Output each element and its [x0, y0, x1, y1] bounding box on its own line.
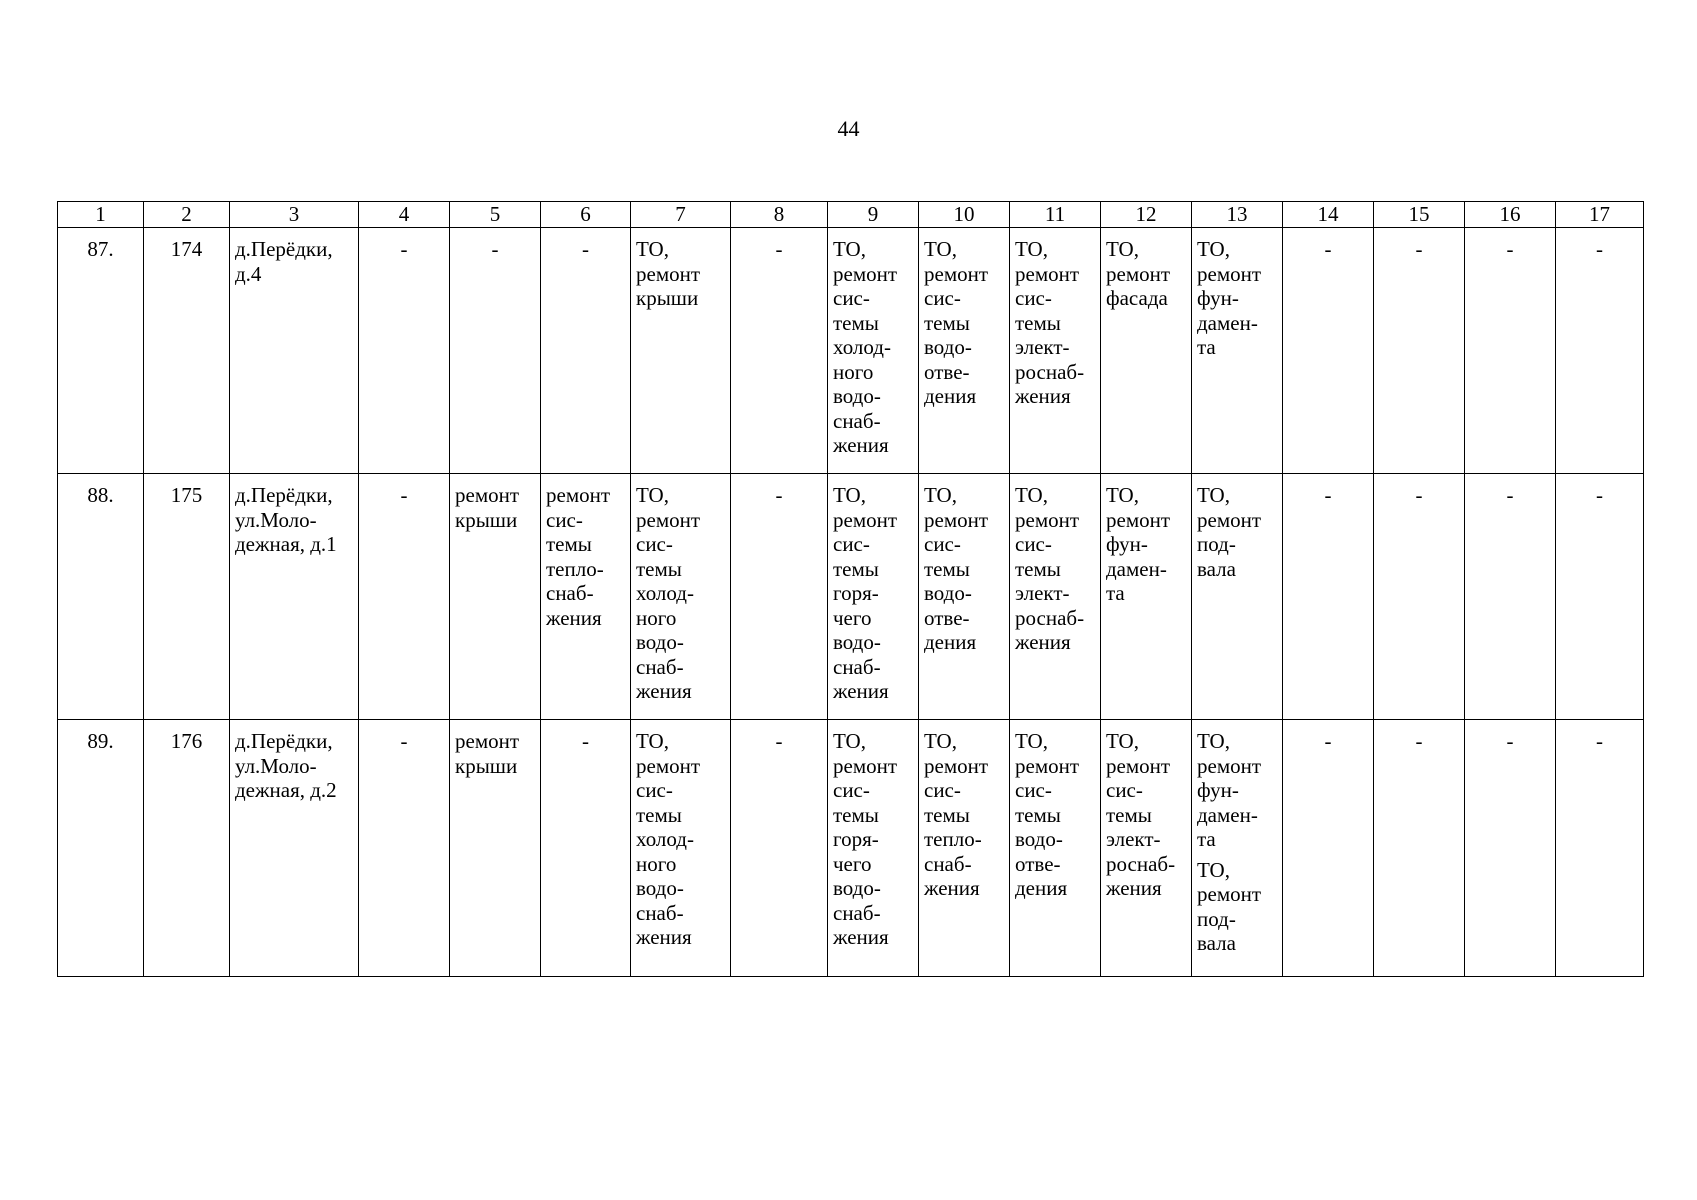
- cell-line: темы: [1015, 556, 1061, 581]
- cell-line: ТО,: [1197, 237, 1230, 261]
- empty-cell: -: [1283, 474, 1374, 720]
- cell-line: ремонт: [1106, 507, 1171, 532]
- page-number: 44: [837, 116, 860, 141]
- cell-line: водо-: [636, 876, 684, 900]
- cell-line: ремонт: [1197, 261, 1262, 286]
- table-body: [58, 228, 1644, 977]
- empty-cell: -: [1556, 720, 1644, 977]
- cell-line: темы: [833, 310, 879, 335]
- column-header: 9: [828, 202, 919, 228]
- work-entry: [636, 729, 727, 950]
- cell-line: ул.Моло-: [235, 507, 317, 532]
- work-cell: [1101, 474, 1192, 720]
- cell-line: дамен-: [1197, 310, 1258, 335]
- work-cell: [1010, 474, 1101, 720]
- work-cell: [919, 720, 1010, 977]
- cell-line: ного: [636, 605, 677, 630]
- cell-line: сис-: [636, 778, 673, 802]
- cell-line: снаб-: [546, 581, 594, 605]
- cell-line: темы: [1106, 802, 1152, 827]
- cell-line: д.4: [235, 261, 262, 286]
- work-cell: [1010, 228, 1101, 474]
- work-cell: [450, 474, 541, 720]
- empty-cell: -: [1374, 720, 1465, 977]
- cell-line: ТО,: [1197, 857, 1230, 882]
- cell-line: холод-: [833, 335, 891, 359]
- work-cell: [631, 474, 731, 720]
- cell-line: крыши: [455, 753, 518, 778]
- cell-line: ремонт: [455, 483, 520, 507]
- cell-line: ремонт: [1015, 261, 1080, 286]
- column-number-row: [58, 202, 1644, 228]
- cell-line: чего: [833, 851, 872, 876]
- cell-line: ТО,: [636, 483, 669, 507]
- column-header: 12: [1101, 202, 1192, 228]
- cell-line: водо-: [924, 581, 972, 605]
- work-entry: [833, 729, 915, 950]
- cell-line: ремонт: [833, 261, 898, 286]
- empty-cell: -: [1556, 228, 1644, 474]
- column-header: 10: [919, 202, 1010, 228]
- cell-line: жения: [636, 679, 692, 703]
- cell-line: отве-: [924, 359, 970, 384]
- cell-line: сис-: [833, 532, 870, 556]
- cell-line: снаб-: [833, 408, 881, 433]
- column-header: 13: [1192, 202, 1283, 228]
- cell-line: ТО,: [636, 237, 669, 261]
- cell-line: сис-: [636, 532, 673, 556]
- cell-line: ремонт: [833, 507, 898, 532]
- address-cell: [230, 720, 359, 977]
- empty-cell: -: [359, 474, 450, 720]
- cell-line: роснаб-: [1015, 605, 1085, 630]
- work-cell: [1010, 720, 1101, 977]
- empty-cell: -: [731, 228, 828, 474]
- cell-line: ремонт: [636, 507, 701, 532]
- cell-line: чего: [833, 605, 872, 630]
- cell-line: тепло-: [546, 556, 604, 581]
- empty-cell: -: [541, 720, 631, 977]
- cell-line: жения: [924, 876, 980, 900]
- cell-line: д.Перёдки,: [235, 729, 333, 753]
- column-header: 2: [144, 202, 230, 228]
- cell-line: сис-: [924, 532, 961, 556]
- work-entry: [1015, 483, 1097, 655]
- cell-line: ремонт: [924, 753, 989, 778]
- cell-line: холод-: [636, 827, 694, 851]
- cell-line: темы: [833, 556, 879, 581]
- work-entry: [1197, 729, 1279, 852]
- building-id-cell: 176: [144, 720, 230, 977]
- cell-line: сис-: [1015, 532, 1052, 556]
- work-entry: [636, 483, 727, 704]
- work-entry: [833, 237, 915, 458]
- empty-cell: -: [1374, 228, 1465, 474]
- cell-line: жения: [636, 925, 692, 949]
- empty-cell: -: [541, 228, 631, 474]
- work-cell: [828, 474, 919, 720]
- row-number-cell: 87.: [58, 228, 144, 474]
- cell-line: жения: [546, 605, 602, 630]
- cell-line: ТО,: [1106, 237, 1139, 261]
- empty-cell: -: [1465, 228, 1556, 474]
- cell-line: дамен-: [1106, 556, 1167, 581]
- cell-line: ТО,: [924, 729, 957, 753]
- cell-line: ТО,: [1106, 729, 1139, 753]
- cell-line: жения: [833, 925, 889, 949]
- column-header: 1: [58, 202, 144, 228]
- cell-line: фун-: [1106, 532, 1148, 556]
- cell-line: ремонт: [924, 261, 989, 286]
- cell-line: ремонт: [636, 753, 701, 778]
- cell-line: ТО,: [1015, 729, 1048, 753]
- cell-line: дения: [1015, 876, 1068, 900]
- cell-line: ремонт: [1015, 507, 1080, 532]
- cell-line: ремонт: [455, 729, 520, 753]
- repair-schedule-table: [57, 201, 1644, 977]
- cell-line: ремонт: [924, 507, 989, 532]
- cell-line: темы: [1015, 310, 1061, 335]
- cell-line: снаб-: [636, 654, 684, 679]
- work-cell: [1101, 720, 1192, 977]
- empty-cell: -: [1556, 474, 1644, 720]
- work-entry: [1015, 729, 1097, 901]
- cell-line: дежная, д.2: [235, 778, 337, 802]
- cell-line: жения: [1106, 876, 1162, 900]
- column-header: 4: [359, 202, 450, 228]
- address-cell: [230, 474, 359, 720]
- cell-line: фун-: [1197, 778, 1239, 802]
- empty-cell: -: [359, 720, 450, 977]
- cell-line: та: [1197, 827, 1216, 851]
- cell-line: сис-: [833, 286, 870, 310]
- building-id-cell: 174: [144, 228, 230, 474]
- cell-line: ТО,: [1015, 483, 1048, 507]
- cell-line: темы: [636, 802, 682, 827]
- work-entry: [1197, 237, 1279, 360]
- column-header: 5: [450, 202, 541, 228]
- cell-line: дения: [924, 630, 977, 654]
- cell-line: ремонт: [1197, 753, 1262, 778]
- cell-line: ТО,: [833, 729, 866, 753]
- empty-cell: -: [1283, 228, 1374, 474]
- table-row: [58, 474, 1644, 720]
- work-entry: [924, 483, 1006, 655]
- work-entry: [924, 729, 1006, 901]
- cell-line: крыши: [455, 507, 518, 532]
- cell-line: ТО,: [1106, 483, 1139, 507]
- work-entry: [924, 237, 1006, 409]
- cell-line: ТО,: [1015, 237, 1048, 261]
- cell-line: снаб-: [833, 900, 881, 925]
- row-number-cell: 89.: [58, 720, 144, 977]
- cell-line: под-: [1197, 532, 1236, 556]
- cell-line: холод-: [636, 581, 694, 605]
- column-header: 8: [731, 202, 828, 228]
- cell-line: сис-: [1015, 286, 1052, 310]
- cell-line: ремонт: [833, 753, 898, 778]
- table-row: [58, 720, 1644, 977]
- empty-cell: -: [1465, 474, 1556, 720]
- work-cell: [631, 720, 731, 977]
- empty-cell: -: [1283, 720, 1374, 977]
- cell-line: элект-: [1106, 827, 1161, 851]
- cell-line: крыши: [636, 286, 699, 310]
- cell-line: отве-: [1015, 851, 1061, 876]
- address-cell: [230, 228, 359, 474]
- cell-line: сис-: [833, 778, 870, 802]
- cell-line: горя-: [833, 581, 879, 605]
- cell-line: темы: [924, 802, 970, 827]
- work-cell: [919, 474, 1010, 720]
- column-header: 7: [631, 202, 731, 228]
- table-row: [58, 228, 1644, 474]
- cell-line: темы: [546, 532, 592, 556]
- cell-line: та: [1106, 581, 1125, 605]
- cell-line: жения: [1015, 384, 1071, 408]
- cell-line: снаб-: [924, 851, 972, 876]
- work-entry: [1197, 483, 1279, 581]
- cell-line: горя-: [833, 827, 879, 851]
- work-cell: [919, 228, 1010, 474]
- cell-line: ремонт: [546, 483, 611, 507]
- cell-line: ТО,: [1197, 729, 1230, 753]
- cell-line: ТО,: [833, 483, 866, 507]
- cell-line: тепло-: [924, 827, 982, 851]
- cell-line: ТО,: [1197, 483, 1230, 507]
- cell-line: д.Перёдки,: [235, 483, 333, 507]
- cell-line: ремонт: [1106, 261, 1171, 286]
- cell-line: д.Перёдки,: [235, 237, 333, 261]
- cell-line: ного: [833, 359, 874, 384]
- work-cell: [1192, 474, 1283, 720]
- column-header: 14: [1283, 202, 1374, 228]
- column-header: 15: [1374, 202, 1465, 228]
- cell-line: вала: [1197, 931, 1236, 955]
- cell-line: ремонт: [1197, 882, 1262, 906]
- empty-cell: -: [731, 474, 828, 720]
- cell-line: вала: [1197, 556, 1236, 581]
- cell-line: водо-: [833, 876, 881, 900]
- building-id-cell: 175: [144, 474, 230, 720]
- work-cell: [631, 228, 731, 474]
- work-entry: [1106, 237, 1188, 311]
- work-cell: [1192, 228, 1283, 474]
- cell-line: сис-: [1106, 778, 1143, 802]
- cell-line: сис-: [924, 286, 961, 310]
- cell-line: фасада: [1106, 286, 1168, 310]
- cell-line: ремонт: [1015, 753, 1080, 778]
- cell-line: ремонт: [636, 261, 701, 286]
- work-entry: [1106, 483, 1188, 606]
- cell-line: элект-: [1015, 581, 1070, 605]
- cell-line: жения: [833, 433, 889, 457]
- cell-line: дения: [924, 384, 977, 408]
- cell-line: ТО,: [636, 729, 669, 753]
- work-entry: [636, 237, 727, 311]
- empty-cell: -: [1374, 474, 1465, 720]
- cell-line: водо-: [636, 630, 684, 654]
- cell-line: ремонт: [1106, 753, 1171, 778]
- row-number-cell: 88.: [58, 474, 144, 720]
- work-cell: [450, 720, 541, 977]
- empty-cell: -: [1465, 720, 1556, 977]
- cell-line: водо-: [1015, 827, 1063, 851]
- cell-line: темы: [924, 556, 970, 581]
- empty-cell: -: [450, 228, 541, 474]
- cell-line: отве-: [924, 605, 970, 630]
- empty-cell: -: [359, 228, 450, 474]
- cell-line: ремонт: [1197, 507, 1262, 532]
- cell-line: ТО,: [924, 237, 957, 261]
- column-header: 16: [1465, 202, 1556, 228]
- column-header: 11: [1010, 202, 1101, 228]
- cell-line: водо-: [924, 335, 972, 359]
- cell-line: снаб-: [833, 654, 881, 679]
- cell-line: роснаб-: [1106, 851, 1176, 876]
- cell-line: сис-: [924, 778, 961, 802]
- cell-line: жения: [833, 679, 889, 703]
- cell-line: водо-: [833, 630, 881, 654]
- cell-line: темы: [924, 310, 970, 335]
- cell-line: фун-: [1197, 286, 1239, 310]
- cell-line: ного: [636, 851, 677, 876]
- work-cell: [828, 720, 919, 977]
- column-header: 17: [1556, 202, 1644, 228]
- work-entry: [833, 483, 915, 704]
- column-header: 6: [541, 202, 631, 228]
- cell-line: сис-: [546, 507, 583, 532]
- work-cell: [1101, 228, 1192, 474]
- empty-cell: -: [731, 720, 828, 977]
- cell-line: ТО,: [924, 483, 957, 507]
- cell-line: ул.Моло-: [235, 753, 317, 778]
- work-entry: [1197, 858, 1279, 956]
- column-header: 3: [230, 202, 359, 228]
- cell-line: под-: [1197, 906, 1236, 931]
- work-entry: [1015, 237, 1097, 409]
- cell-line: темы: [1015, 802, 1061, 827]
- cell-line: роснаб-: [1015, 359, 1085, 384]
- work-cell: [828, 228, 919, 474]
- cell-line: жения: [1015, 630, 1071, 654]
- cell-line: темы: [636, 556, 682, 581]
- cell-line: ТО,: [833, 237, 866, 261]
- cell-line: снаб-: [636, 900, 684, 925]
- cell-line: дамен-: [1197, 802, 1258, 827]
- work-cell: [1192, 720, 1283, 977]
- cell-line: та: [1197, 335, 1216, 359]
- cell-line: темы: [833, 802, 879, 827]
- cell-line: водо-: [833, 384, 881, 408]
- work-cell: [541, 474, 631, 720]
- cell-line: элект-: [1015, 335, 1070, 359]
- cell-line: дежная, д.1: [235, 532, 337, 556]
- work-entry: [1106, 729, 1188, 901]
- cell-line: сис-: [1015, 778, 1052, 802]
